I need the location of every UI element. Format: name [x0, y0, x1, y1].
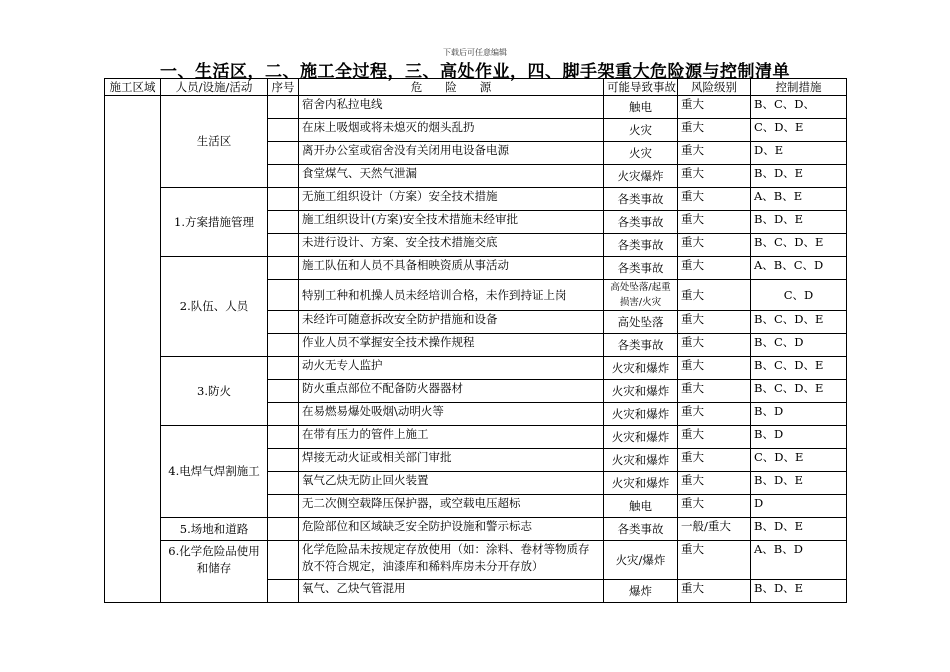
category-cell: 3.防火 — [161, 357, 268, 426]
accident-cell: 各类事故 — [604, 211, 678, 234]
seq-cell — [268, 257, 299, 280]
seq-cell — [268, 357, 299, 380]
table-row — [105, 541, 847, 580]
hazard-cell: 无施工组织设计（方案）安全技术措施 — [299, 188, 604, 211]
level-cell: 重大 — [678, 142, 751, 165]
hazard-cell: 动火无专人监护 — [299, 357, 604, 380]
level-cell: 重大 — [678, 357, 751, 380]
seq-cell — [268, 311, 299, 334]
level-cell: 重大 — [678, 334, 751, 357]
control-cell: B、D、E — [751, 518, 847, 541]
hazard-cell: 氧气、乙炔气管混用 — [299, 580, 604, 603]
accident-cell: 火灾/爆炸 — [604, 541, 678, 580]
accident-cell: 火灾和爆炸 — [604, 426, 678, 449]
control-cell: B、D、E — [751, 211, 847, 234]
level-cell: 重大 — [678, 472, 751, 495]
accident-cell: 火灾爆炸 — [604, 165, 678, 188]
accident-cell: 高处坠落/起重损害/火灾 — [604, 280, 678, 311]
control-cell: C、D — [751, 280, 847, 311]
area-cell — [105, 96, 161, 603]
control-cell: B、C、D — [751, 334, 847, 357]
level-cell: 重大 — [678, 495, 751, 518]
accident-cell: 火灾和爆炸 — [604, 380, 678, 403]
accident-cell: 触电 — [604, 495, 678, 518]
hazard-cell: 防火重点部位不配备防火器器材 — [299, 380, 604, 403]
accident-cell: 火灾 — [604, 119, 678, 142]
header-level: 风险级别 — [678, 79, 751, 96]
header-control: 控制措施 — [751, 79, 847, 96]
control-cell: D、E — [751, 142, 847, 165]
hazard-table — [104, 78, 847, 603]
hazard-cell: 宿舍内私拉电线 — [299, 96, 604, 119]
seq-cell — [268, 580, 299, 603]
control-cell: B、D、E — [751, 165, 847, 188]
header-area: 施工区域 — [105, 79, 161, 96]
hazard-cell: 未经许可随意拆改安全防护措施和设备 — [299, 311, 604, 334]
hazard-cell: 焊接无动火证或相关部门审批 — [299, 449, 604, 472]
control-cell: A、B、D — [751, 541, 847, 580]
category-cell: 生活区 — [161, 96, 268, 188]
control-cell: B、D、E — [751, 472, 847, 495]
seq-cell — [268, 188, 299, 211]
level-cell: 重大 — [678, 257, 751, 280]
level-cell: 重大 — [678, 234, 751, 257]
accident-cell: 各类事故 — [604, 334, 678, 357]
header-accident: 可能导致事故 — [604, 79, 678, 96]
seq-cell — [268, 380, 299, 403]
hazard-cell: 未进行设计、方案、安全技术措施交底 — [299, 234, 604, 257]
accident-cell: 各类事故 — [604, 518, 678, 541]
control-cell: B、D — [751, 403, 847, 426]
level-cell: 重大 — [678, 280, 751, 311]
header-seq: 序号 — [268, 79, 299, 96]
category-cell: 6.化学危险品使用和储存 — [161, 541, 268, 603]
control-cell: C、D、E — [751, 449, 847, 472]
control-cell: D — [751, 495, 847, 518]
seq-cell — [268, 165, 299, 188]
seq-cell — [268, 119, 299, 142]
level-cell: 重大 — [678, 426, 751, 449]
seq-cell — [268, 96, 299, 119]
page-title: 一、生活区，二、施工全过程，三、高处作业，四、脚手架重大危险源与控制清单 — [160, 62, 790, 82]
seq-cell — [268, 449, 299, 472]
seq-cell — [268, 234, 299, 257]
control-cell: B、C、D、E — [751, 357, 847, 380]
control-cell: B、C、D、E — [751, 234, 847, 257]
level-cell: 重大 — [678, 165, 751, 188]
table-row — [105, 96, 847, 119]
accident-cell: 火灾和爆炸 — [604, 472, 678, 495]
level-cell: 重大 — [678, 449, 751, 472]
control-cell: B、D — [751, 426, 847, 449]
seq-cell — [268, 142, 299, 165]
control-cell: B、C、D、E — [751, 380, 847, 403]
accident-cell: 火灾和爆炸 — [604, 403, 678, 426]
level-cell: 重大 — [678, 311, 751, 334]
control-cell: A、B、E — [751, 188, 847, 211]
hazard-cell: 无二次侧空载降压保护器，或空载电压超标 — [299, 495, 604, 518]
accident-cell: 火灾和爆炸 — [604, 357, 678, 380]
accident-cell: 各类事故 — [604, 257, 678, 280]
level-cell: 重大 — [678, 119, 751, 142]
hazard-cell: 在床上吸烟或将未熄灭的烟头乱扔 — [299, 119, 604, 142]
hazard-cell: 在易燃易爆处吸烟\动明火等 — [299, 403, 604, 426]
category-cell: 5.场地和道路 — [161, 518, 268, 541]
accident-cell: 各类事故 — [604, 188, 678, 211]
hazard-cell: 施工组织设计(方案)安全技术措施未经审批 — [299, 211, 604, 234]
accident-cell: 各类事故 — [604, 234, 678, 257]
level-cell: 重大 — [678, 403, 751, 426]
hazard-cell: 在带有压力的管件上施工 — [299, 426, 604, 449]
hazard-cell: 氧气乙炔无防止回火装置 — [299, 472, 604, 495]
hazard-cell: 离开办公室或宿舍没有关闭用电设备电源 — [299, 142, 604, 165]
seq-cell — [268, 495, 299, 518]
accident-cell: 爆炸 — [604, 580, 678, 603]
table-row — [105, 426, 847, 449]
seq-cell — [268, 334, 299, 357]
seq-cell — [268, 280, 299, 311]
level-cell: 重大 — [678, 211, 751, 234]
accident-cell: 火灾和爆炸 — [604, 449, 678, 472]
accident-cell: 触电 — [604, 96, 678, 119]
level-cell: 重大 — [678, 188, 751, 211]
category-cell: 1.方案措施管理 — [161, 188, 268, 257]
seq-cell — [268, 426, 299, 449]
seq-cell — [268, 472, 299, 495]
hazard-cell: 危险部位和区域缺乏安全防护设施和警示标志 — [299, 518, 604, 541]
watermark-text: 下载后可任意编辑 — [443, 48, 507, 57]
control-cell: B、C、D、E — [751, 311, 847, 334]
level-cell: 重大 — [678, 580, 751, 603]
category-cell: 4.电焊气焊割施工 — [161, 426, 268, 518]
hazard-cell: 特别工种和机操人员未经培训合格，未作到持证上岗 — [299, 280, 604, 311]
seq-cell — [268, 403, 299, 426]
table-row — [105, 257, 847, 280]
control-cell: A、B、C、D — [751, 257, 847, 280]
category-cell: 2.队伍、人员 — [161, 257, 268, 357]
header-category: 人员/设施/活动 — [161, 79, 268, 96]
control-cell: B、C、D、 — [751, 96, 847, 119]
table-row — [105, 188, 847, 211]
hazard-cell: 食堂煤气、天然气泄漏 — [299, 165, 604, 188]
level-cell: 重大 — [678, 96, 751, 119]
table-row — [105, 518, 847, 541]
control-cell: C、D、E — [751, 119, 847, 142]
level-cell: 重大 — [678, 380, 751, 403]
level-cell: 一般/重大 — [678, 518, 751, 541]
seq-cell — [268, 541, 299, 580]
hazard-cell: 作业人员不掌握安全技术操作规程 — [299, 334, 604, 357]
hazard-cell: 化学危险品未按规定存放使用（如：涂料、卷材等物质存放不符合规定，油漆库和稀料库房未分开存放） — [299, 541, 604, 580]
seq-cell — [268, 211, 299, 234]
level-cell: 重大 — [678, 541, 751, 580]
accident-cell: 火灾 — [604, 142, 678, 165]
control-cell: B、D、E — [751, 580, 847, 603]
seq-cell — [268, 518, 299, 541]
accident-cell: 高处坠落 — [604, 311, 678, 334]
table-header-row — [105, 79, 847, 96]
header-hazard: 危 险 源 — [299, 79, 604, 96]
table-row — [105, 357, 847, 380]
hazard-cell: 施工队伍和人员不具备相映资质从事活动 — [299, 257, 604, 280]
